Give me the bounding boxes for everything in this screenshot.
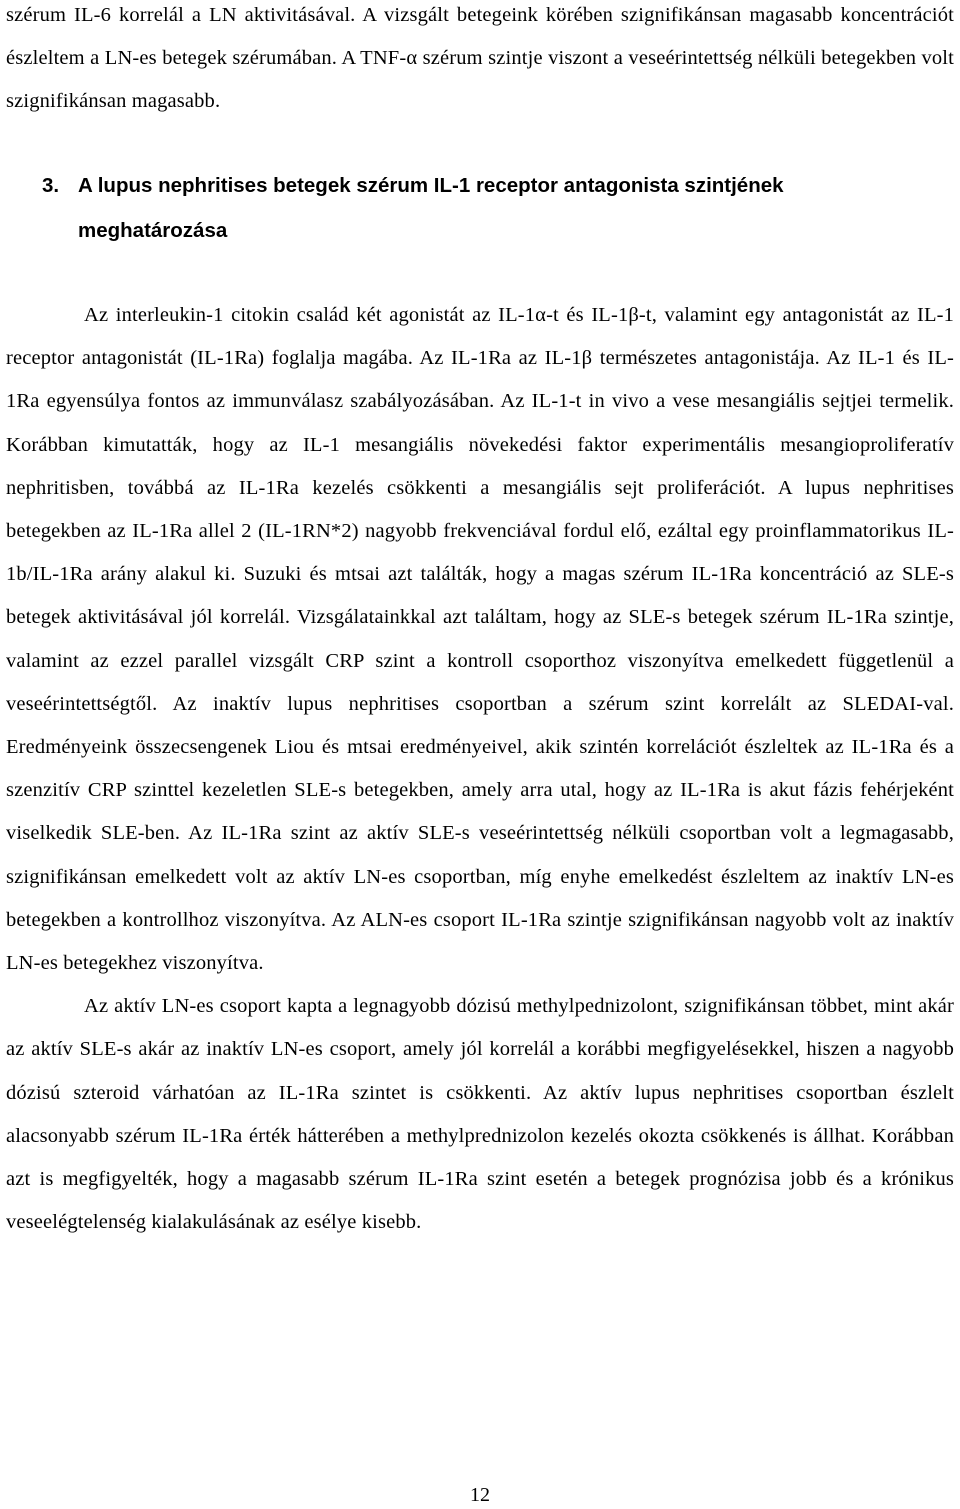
body-paragraph-2: Az aktív LN-es csoport kapta a legnagyobb dózisú methylpednizolont, szignifikánsan többet, mint akár az aktív SLE-s akár az inaktív LN-es csoport, amely jól korrelál a korábbi megfigyelésekkel, hiszen a nagyobb dózisú szteroid várhatóan az IL-1Ra szintet is csökkenti. Az aktív lupus nephritises csoportban észlelt alacsonyabb szérum IL-1Ra érték hátterében a methylprednizolon kezelés okozta csökkenés is állhat. Korábban azt is megfigyelték, hogy a magasabb szérum IL-1Ra szint esetén a betegek prognózisa jobb és a krónikus veseelégtelenség kialakulásának az esélye kisebb. (6, 995, 954, 1234)
intro-paragraph: szérum IL-6 korrelál a LN aktivitásával. A vizsgált betegeink körében szignifikánsan magasabb koncentrációt észleltem a LN-es betegek szérumában. A TNF-α szérum szintje viszont a veseérintettség nélküli betegekben volt szignifikánsan magasabb. (6, 4, 954, 113)
section-body (6, 294, 954, 1244)
page-number: 12 (470, 1484, 490, 1506)
body-paragraph-1: Az interleukin-1 citokin család két agonistát az IL-1α-t és IL-1β-t, valamint egy antagonistát az IL-1 receptor antagonistát (IL-1Ra) foglalja magába. Az IL-1Ra az IL-1β természetes antagonistája. Az IL-1 és IL-1Ra egyensúlya fontos az immunválasz szabályozásában. Az IL-1-t in vivo a vese mesangiális sejtjei termelik. Korábban kimutatták, hogy az IL-1 mesangiális növekedési faktor experimentális mesangioproliferatív nephritisben, továbbá az IL-1Ra kezelés csökkenti a mesangiális sejt proliferációt. A lupus nephritises betegekben az IL-1Ra allel 2 (IL-1RN*2) nagyobb frekvenciával fordul elő, ezáltal egy proinflammatorikus IL-1b/IL-1Ra arány alakul ki. Suzuki és mtsai azt találták, hogy a magas szérum IL-1Ra koncentráció az SLE-s betegek aktivitásával jól korrelál. Vizsgálatainkkal azt találtam, hogy az SLE-s betegek szérum IL-1Ra szintje, valamint az ezzel parallel vizsgált CRP szint a kontroll csoporthoz viszonyítva emelkedett függetlenül a veseérintettségtől. Az inaktív lupus nephritises csoportban a szérum szint korrelált az SLEDAI-val. Eredményeink összecsengenek Liou és mtsai eredményeivel, akik szintén korrelációt észleltek az IL-1Ra és a szenzitív CRP szinttel kezeletlen SLE-s betegekben, amely arra utal, hogy az IL-1Ra is akut fázis fehérjeként viselkedik SLE-ben. Az IL-1Ra szint az aktív SLE-s veseérintettség nélküli csoportban volt a legmagasabb, szignifikánsan emelkedett volt az aktív LN-es csoportban, míg enyhe emelkedést észleltem az inaktív LN-es betegekben a kontrollhoz viszonyítva. Az ALN-es csoport IL-1Ra szintje szignifikánsan nagyobb volt az inaktív LN-es betegekhez viszonyítva. (6, 304, 954, 975)
section-heading (42, 163, 942, 253)
section-title-line1: A lupus nephritises betegek szérum IL-1 receptor antagonista szintjének (78, 174, 784, 197)
section-title-line2: meghatározása (78, 219, 228, 242)
section-number: 3. (42, 174, 60, 197)
document-page (6, 0, 954, 124)
